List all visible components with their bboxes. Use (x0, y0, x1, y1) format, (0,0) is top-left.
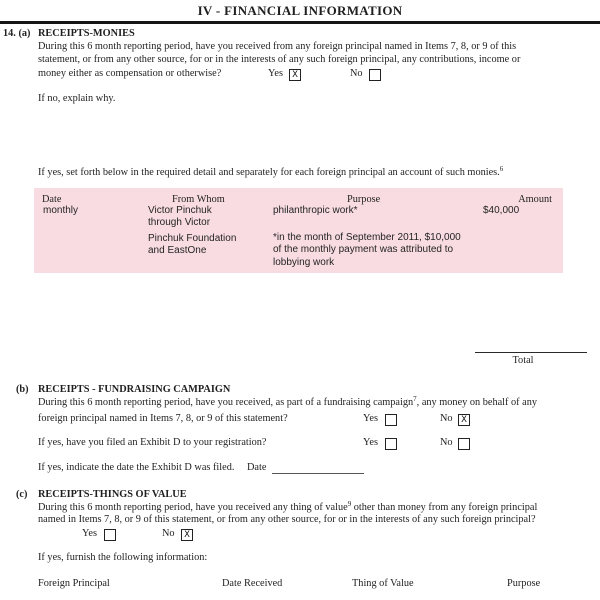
monies-table (34, 188, 563, 273)
if-yes-detail-prompt (38, 167, 503, 178)
things-question-line2: named in Items 7, 8, or 9 of this statement, or from any other source, for or in the interests of any such foreign principal? (38, 514, 536, 525)
from-whom-line-4: and EastOne (148, 245, 207, 256)
exhibit-d-date-question: If yes, indicate the date the Exhibit D was filed. (38, 462, 235, 473)
exhibit-d-date-input[interactable] (272, 462, 364, 474)
purpose-note-line-2: of the monthly payment was attributed to (273, 244, 454, 256)
fundraising-yes-label: Yes (363, 413, 378, 424)
fundraising-heading: RECEIPTS - FUNDRAISING CAMPAIGN (38, 384, 231, 395)
total-line[interactable] (475, 352, 587, 353)
footnote-6: 6 (499, 165, 504, 173)
fundraising-no-label: No (440, 413, 453, 424)
receipts-monies-question-line2: statement, or from any other source, for or in the interests of any such foreign principal, any contributions, income or (38, 54, 521, 65)
if-yes-detail-text: If yes, set forth below in the required detail and separately for each foreign principal an account of such monies. (38, 167, 500, 178)
fundraising-yes-checkbox[interactable] (385, 414, 397, 426)
monies-col-header-date: Date (42, 194, 62, 205)
monies-cell-amount: $40,000 (483, 205, 520, 216)
receipts-monies-no-checkbox[interactable] (369, 69, 381, 81)
if-no-explain-prompt: If no, explain why. (38, 93, 116, 104)
col-header-foreign-principal: Foreign Principal (38, 578, 110, 589)
receipts-monies-yes-label: Yes (268, 68, 283, 79)
fundraising-question-line1 (38, 397, 537, 408)
exhibit-d-yes-label: Yes (363, 437, 378, 448)
things-yes-label: Yes (82, 528, 97, 539)
fundraising-q1-part1: During this 6 month reporting period, have you received, as part of a fundraising campaign (38, 397, 414, 408)
things-q-part2: other than money from any foreign principal (351, 502, 538, 513)
purpose-note-line-3: lobbying work (273, 256, 335, 268)
footnote-9: 9 (347, 500, 352, 508)
monies-col-header-purpose: Purpose (347, 194, 381, 205)
col-header-date-received: Date Received (222, 578, 283, 589)
page-title: IV - FINANCIAL INFORMATION (197, 3, 403, 18)
fundraising-question-line2: foreign principal named in Items 7, 8, or 9 of this statement? (38, 413, 288, 424)
col-header-purpose: Purpose (507, 578, 541, 589)
exhibit-d-no-checkbox[interactable] (458, 438, 470, 450)
receipts-monies-question-line3: money either as compensation or otherwise? (38, 68, 222, 79)
purpose-note-line-1: *in the month of September 2011, $10,000 (273, 232, 461, 243)
things-q-part1: During this 6 month reporting period, have you received any thing of value (38, 502, 348, 513)
receipts-monies-yes-checkbox[interactable]: X (289, 69, 301, 81)
exhibit-d-yes-checkbox[interactable] (385, 438, 397, 450)
receipts-monies-heading: RECEIPTS-MONIES (38, 28, 135, 39)
fundraising-no-checkbox[interactable]: X (458, 414, 470, 426)
monies-cell-purpose: philanthropic work* (273, 205, 358, 216)
things-yes-checkbox[interactable] (104, 529, 116, 541)
col-header-thing-of-value: Thing of Value (352, 578, 414, 589)
footnote-7: 7 (413, 395, 417, 403)
furnish-info-prompt: If yes, furnish the following information: (38, 552, 208, 563)
receipts-monies-no-label: No (350, 68, 363, 79)
fundraising-q1-part2: , any money on behalf of any (416, 397, 538, 408)
things-no-label: No (162, 528, 175, 539)
from-whom-line-3: Pinchuk Foundation (148, 233, 237, 244)
item-c-label: (c) (16, 489, 28, 500)
things-no-checkbox[interactable]: X (181, 529, 193, 541)
monies-cell-date: monthly (43, 205, 79, 216)
total-label: Total (512, 355, 534, 366)
things-of-value-heading: RECEIPTS-THINGS OF VALUE (38, 489, 187, 500)
monies-col-header-from-whom: From Whom (172, 194, 225, 205)
monies-cell-from-whom (148, 205, 236, 257)
things-question-line1 (38, 502, 537, 513)
item-14a-label: 14. (a) (3, 28, 31, 39)
item-b-label: (b) (16, 384, 29, 395)
date-label: Date (247, 462, 267, 473)
from-whom-line-2: through Victor (148, 217, 211, 228)
from-whom-line-1: Victor Pinchuk (148, 205, 212, 216)
receipts-monies-question-line1: During this 6 month reporting period, have you received from any foreign principal named in Items 7, 8, or 9 of this (38, 41, 517, 52)
exhibit-d-no-label: No (440, 437, 453, 448)
monies-col-header-amount: Amount (518, 194, 552, 205)
header-divider-rule (0, 21, 600, 24)
monies-cell-purpose-note (273, 232, 461, 269)
exhibit-d-filed-question: If yes, have you filed an Exhibit D to your registration? (38, 437, 267, 448)
